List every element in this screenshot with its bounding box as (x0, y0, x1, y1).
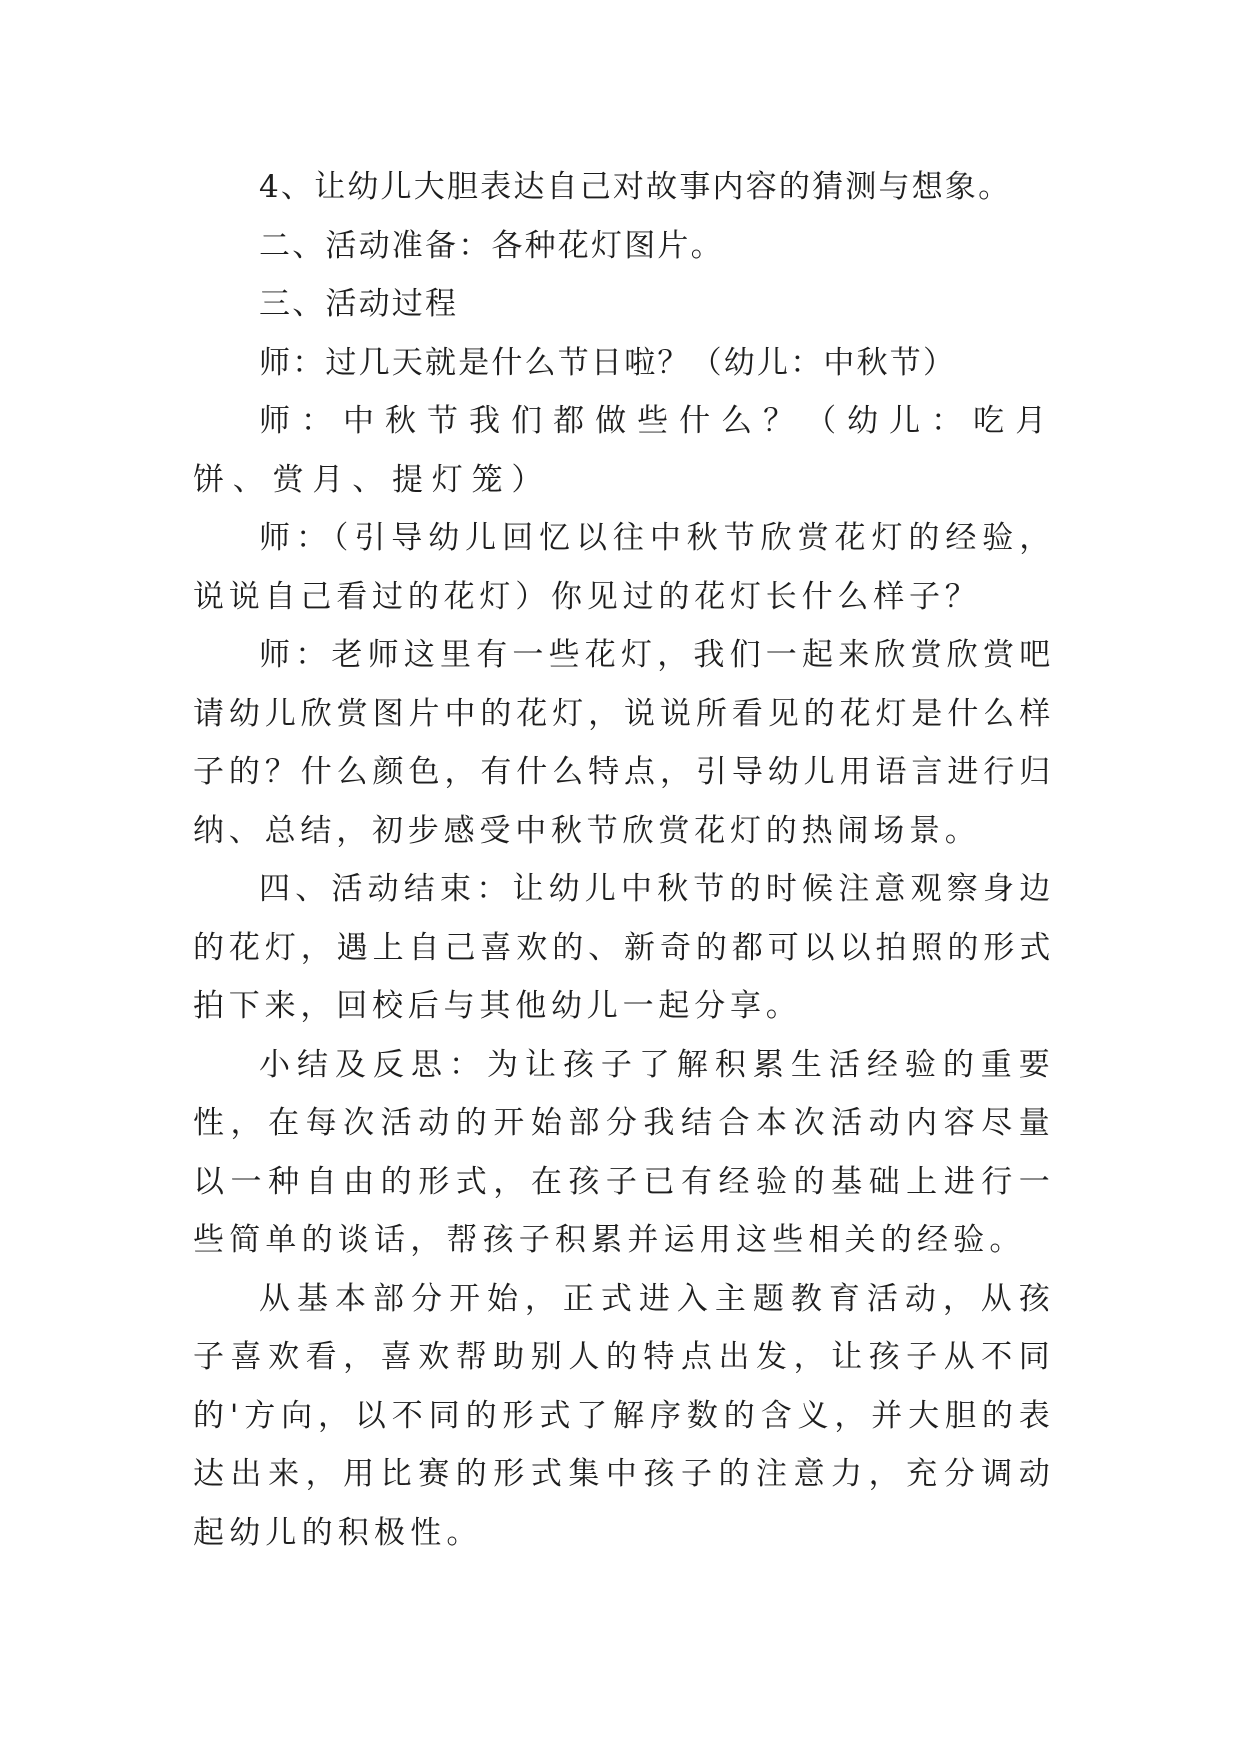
paragraph-dialogue-1: 师：过几天就是什么节日啦？（幼儿：中秋节） (259, 344, 957, 381)
paragraph-process-heading: 三、活动过程 (259, 286, 459, 322)
paragraph-dialogue-3: 师：（引导幼儿回忆以往中秋节欣赏花灯的经验，说说自己看过的花灯）你见过的花灯长什么样子？ (193, 520, 1055, 615)
paragraph-dialogue-4: 师：老师这里有一些花灯，我们一起来欣赏欣赏吧请幼儿欣赏图片中的花灯，说说所看见的花灯是什么样子的？什么颜色，有什么特点，引导幼儿用语言进行归纳、总结，初步感受中秋节欣赏花灯的热闹场景。 (193, 637, 1055, 849)
paragraph-dialogue-2: 师：中秋节我们都做些什么？（幼儿：吃月饼、赏月、提灯笼） (193, 403, 1055, 498)
paragraph-goal-4: 4、让幼儿大胆表达自己对故事内容的猜测与想象。 (259, 169, 1012, 205)
paragraph-activity-end: 四、活动结束：让幼儿中秋节的时候注意观察身边的花灯，遇上自己喜欢的、新奇的都可以以拍照的形式拍下来，回校后与其他幼儿一起分享。 (193, 871, 1055, 1024)
paragraph-summary: 小结及反思：为让孩子了解积累生活经验的重要性，在每次活动的开始部分我结合本次活动内容尽量以一种自由的形式，在孩子已有经验的基础上进行一些简单的谈话，帮孩子积累并运用这些相关的经验。 (193, 1046, 1055, 1258)
paragraph-reflection: 从基本部分开始，正式进入主题教育活动，从孩子喜欢看，喜欢帮助别人的特点出发，让孩子从不同的'方向，以不同的形式了解序数的含义，并大胆的表达出来，用比赛的形式集中孩子的注意力，充分调动起幼儿的积极性。 (193, 1280, 1055, 1551)
paragraph-preparation: 二、活动准备：各种花灯图片。 (259, 227, 724, 264)
document-body (193, 158, 1055, 1562)
